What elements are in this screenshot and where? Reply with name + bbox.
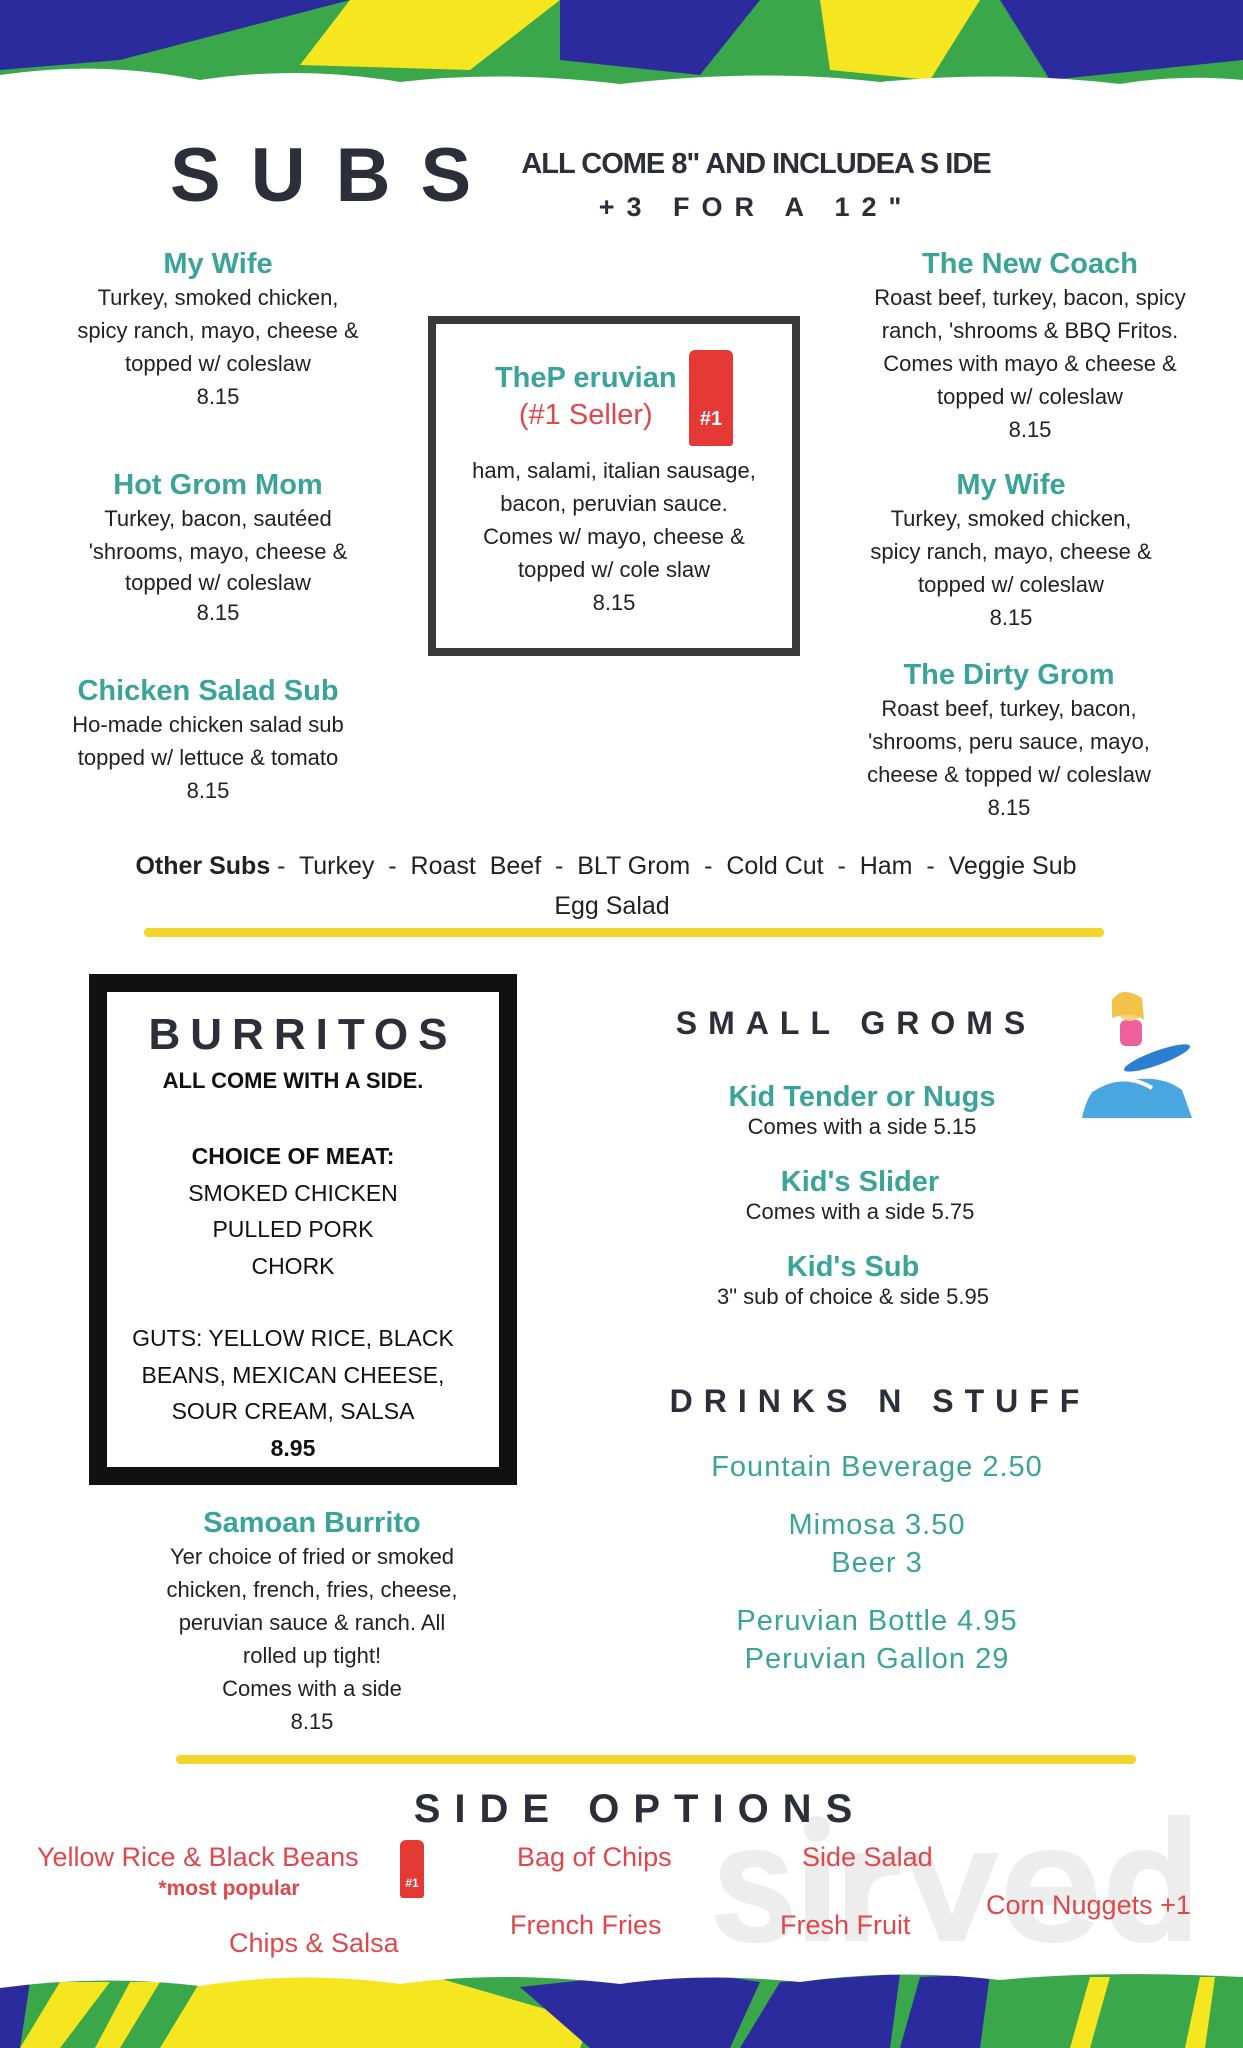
drink-item: Peruvian Bottle 4.95 bbox=[736, 1605, 1018, 1637]
drink-item: Fountain Beverage 2.50 bbox=[711, 1451, 1043, 1483]
sub-desc: topped w/ coleslaw bbox=[918, 572, 1104, 597]
other-subs-line bbox=[135, 852, 1076, 881]
drink-item: Peruvian Gallon 29 bbox=[744, 1643, 1010, 1675]
drinks-title: DRINKS N STUFF bbox=[669, 1383, 1091, 1419]
side-item: Bag of Chips bbox=[517, 1842, 672, 1872]
sub-desc: Roast beef, turkey, bacon, bbox=[881, 696, 1137, 721]
sub-item bbox=[874, 247, 1185, 446]
sub-name: My Wife bbox=[956, 469, 1066, 501]
sub-desc: spicy ranch, mayo, cheese & bbox=[870, 539, 1152, 564]
featured-sub-desc: bacon, peruvian sauce. bbox=[500, 491, 728, 516]
samoan-desc: Comes with a side bbox=[222, 1676, 402, 1701]
samoan-burrito bbox=[166, 1506, 457, 1738]
most-popular-note: *most popular bbox=[158, 1877, 300, 1900]
featured-sub-tag: (#1 Seller) bbox=[518, 399, 653, 431]
drink-item: Beer 3 bbox=[831, 1547, 923, 1579]
side-item: Yellow Rice & Black Beans bbox=[37, 1842, 359, 1872]
divider-stroke bbox=[176, 1755, 1136, 1764]
burritos-box bbox=[89, 974, 517, 1485]
meat-option: SMOKED CHICKEN bbox=[188, 1179, 398, 1206]
samoan-desc: peruvian sauce & ranch. All bbox=[178, 1610, 446, 1635]
burrito-price: 8.95 bbox=[270, 1434, 316, 1461]
guts-line: GUTS: YELLOW RICE, BLACK bbox=[132, 1325, 454, 1351]
sub-desc: Turkey, smoked chicken, bbox=[890, 506, 1132, 531]
sub-price: 8.15 bbox=[186, 778, 230, 803]
sub-desc: Turkey, smoked chicken, bbox=[97, 285, 339, 310]
sub-item bbox=[89, 468, 348, 628]
sub-item bbox=[870, 468, 1151, 634]
sub-desc: topped w/ lettuce & tomato bbox=[77, 745, 339, 770]
sub-desc: topped w/ coleslaw bbox=[125, 570, 311, 595]
samoan-name: Samoan Burrito bbox=[203, 1507, 421, 1539]
burritos-subtitle: ALL COME WITH A SIDE. bbox=[162, 1068, 424, 1093]
grom-desc: Comes with a side 5.75 bbox=[745, 1199, 975, 1224]
sub-name: Chicken Salad Sub bbox=[77, 675, 339, 707]
side-item: Side Salad bbox=[802, 1842, 933, 1872]
side-item: French Fries bbox=[510, 1910, 662, 1940]
subs-title: SUBS bbox=[170, 133, 502, 218]
grom-name: Kid Tender or Nugs bbox=[728, 1081, 996, 1113]
featured-sub-box bbox=[428, 316, 800, 656]
meat-label: CHOICE OF MEAT: bbox=[191, 1143, 395, 1169]
grom-desc: Comes with a side 5.15 bbox=[747, 1114, 977, 1139]
foam-finger-icon: #1 bbox=[400, 1840, 424, 1898]
sub-price: 8.15 bbox=[196, 600, 240, 625]
divider-stroke bbox=[144, 928, 1104, 937]
featured-sub-name: TheP eruvian bbox=[494, 362, 677, 394]
side-item: Fresh Fruit bbox=[780, 1910, 911, 1940]
sub-desc: 'shrooms, peru sauce, mayo, bbox=[868, 729, 1150, 754]
grom-desc: 3" sub of choice & side 5.95 bbox=[717, 1284, 989, 1309]
sub-desc: topped w/ coleslaw bbox=[937, 384, 1123, 409]
other-subs-list: - Turkey - Roast Beef - BLT Grom - Cold Cut - Ham - Veggie Sub bbox=[270, 852, 1077, 880]
burritos-title: BURRITOS bbox=[148, 1010, 458, 1059]
foam-finger-icon: #1 bbox=[689, 350, 733, 446]
sub-price: 8.15 bbox=[987, 795, 1031, 820]
meat-option: CHORK bbox=[251, 1252, 335, 1279]
samoan-desc: chicken, french, fries, cheese, bbox=[166, 1577, 458, 1602]
samoan-desc: Yer choice of fried or smoked bbox=[169, 1544, 455, 1569]
sub-desc: spicy ranch, mayo, cheese & bbox=[77, 318, 359, 343]
surfer-girl-icon bbox=[1082, 980, 1192, 1118]
grom-item bbox=[746, 1165, 975, 1225]
subs-subtitle: ALL COME 8" AND INCLUDEA S IDE bbox=[521, 148, 991, 180]
sub-name: The New Coach bbox=[922, 248, 1138, 280]
sub-desc: Ho-made chicken salad sub bbox=[72, 712, 344, 737]
sub-item bbox=[72, 674, 343, 807]
subs-upsize-note: +3 FOR A 12" bbox=[598, 192, 914, 222]
featured-sub-desc: Comes w/ mayo, cheese & bbox=[483, 524, 745, 549]
samoan-price: 8.15 bbox=[290, 1709, 334, 1734]
featured-sub-desc: ham, salami, italian sausage, bbox=[472, 458, 756, 483]
grom-name: Kid's Sub bbox=[786, 1251, 920, 1283]
sub-item bbox=[867, 658, 1151, 824]
side-item: Chips & Salsa bbox=[229, 1928, 399, 1958]
sub-name: My Wife bbox=[163, 248, 273, 280]
grom-name: Kid's Slider bbox=[780, 1166, 940, 1198]
featured-sub-desc: topped w/ cole slaw bbox=[517, 557, 710, 582]
samoan-desc: rolled up tight! bbox=[242, 1643, 382, 1668]
grom-item bbox=[717, 1250, 989, 1310]
sub-price: 8.15 bbox=[196, 384, 240, 409]
drink-item: Mimosa 3.50 bbox=[788, 1509, 966, 1541]
side-item: Corn Nuggets +1 bbox=[986, 1890, 1191, 1920]
other-subs-label: Other Subs bbox=[135, 852, 271, 880]
sub-desc: 'shrooms, mayo, cheese & bbox=[88, 539, 348, 564]
guts-line: BEANS, MEXICAN CHEESE, bbox=[141, 1361, 445, 1388]
featured-sub-price: 8.15 bbox=[592, 590, 636, 615]
bottom-banner bbox=[0, 1962, 1243, 2048]
meat-option: PULLED PORK bbox=[212, 1216, 374, 1242]
side-options-title: SIDE OPTIONS bbox=[413, 1787, 867, 1831]
sub-desc: Roast beef, turkey, bacon, spicy bbox=[874, 285, 1186, 310]
top-banner bbox=[0, 0, 1243, 88]
sub-desc: topped w/ coleslaw bbox=[125, 351, 311, 376]
sub-desc: Turkey, bacon, sautéed bbox=[104, 506, 332, 531]
sub-price: 8.15 bbox=[989, 605, 1033, 630]
small-groms-title: SMALL GROMS bbox=[675, 1005, 1037, 1041]
sub-desc: cheese & topped w/ coleslaw bbox=[867, 762, 1151, 787]
sub-name: The Dirty Grom bbox=[903, 659, 1115, 691]
sub-item bbox=[77, 247, 358, 413]
grom-item bbox=[729, 1080, 996, 1140]
sub-price: 8.15 bbox=[1008, 417, 1052, 442]
sub-desc: Comes with mayo & cheese & bbox=[883, 351, 1177, 376]
sub-name: Hot Grom Mom bbox=[113, 469, 323, 501]
guts-line: SOUR CREAM, SALSA bbox=[171, 1398, 415, 1424]
sub-desc: ranch, 'shrooms & BBQ Fritos. bbox=[881, 318, 1179, 343]
other-subs-last: Egg Salad bbox=[554, 892, 670, 920]
